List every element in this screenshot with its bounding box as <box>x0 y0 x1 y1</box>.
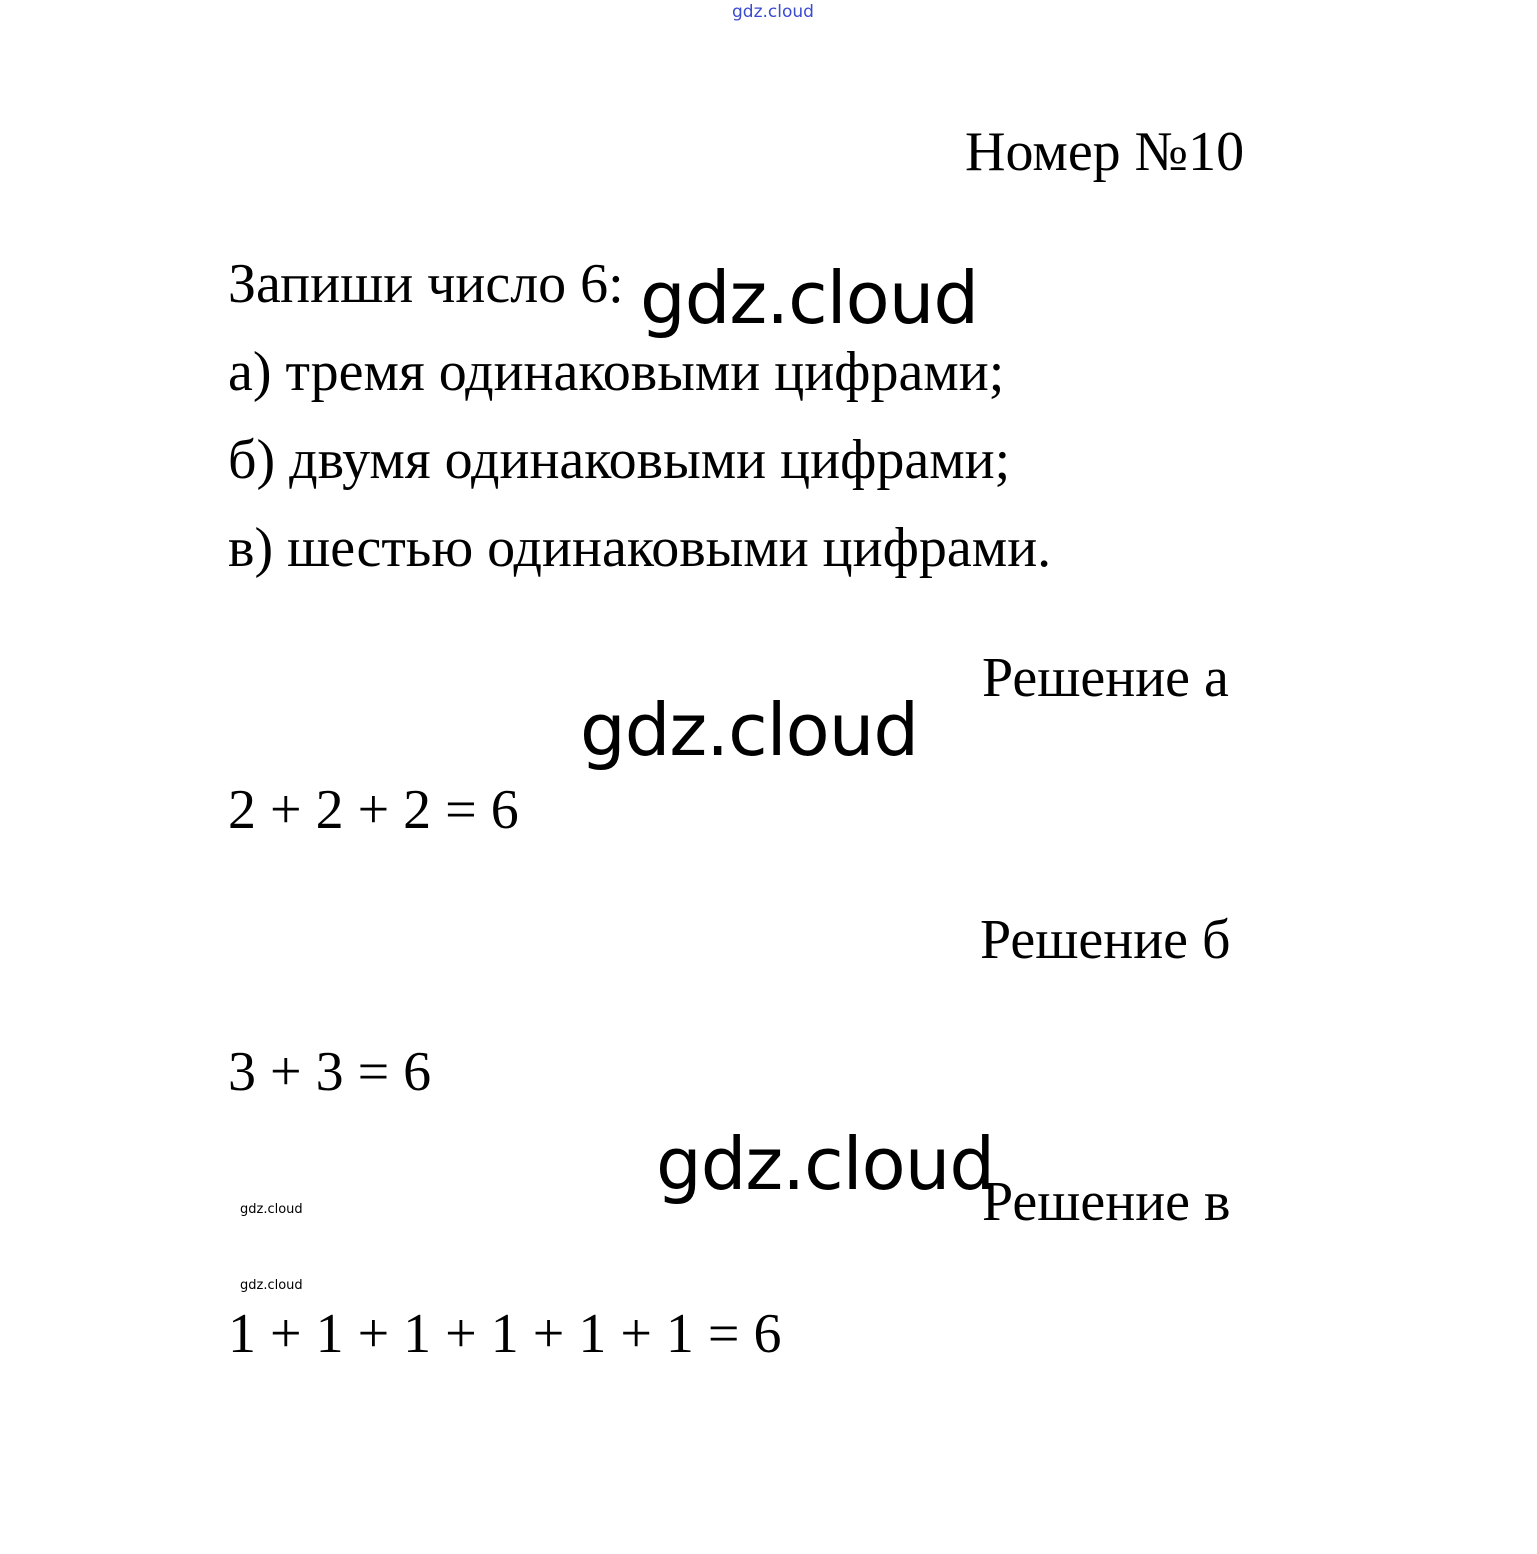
task-item-a: а) тремя одинаковыми цифрами; <box>228 341 1005 403</box>
watermark-large: gdz.cloud <box>580 688 919 772</box>
task-item-b: б) двумя одинаковыми цифрами; <box>228 429 1011 491</box>
solution-equation-a: 2 + 2 + 2 = 6 <box>228 779 519 841</box>
watermark-small: gdz.cloud <box>240 1202 303 1217</box>
watermark-large: gdz.cloud <box>640 256 979 340</box>
solution-heading-b: Решение б <box>980 909 1231 971</box>
solution-heading-c: Решение в <box>982 1171 1231 1233</box>
top-watermark-link[interactable]: gdz.cloud <box>732 2 814 22</box>
watermark-small: gdz.cloud <box>240 1278 303 1293</box>
solution-equation-c: 1 + 1 + 1 + 1 + 1 + 1 = 6 <box>228 1303 782 1365</box>
solution-equation-b: 3 + 3 = 6 <box>228 1041 432 1103</box>
task-item-c: в) шестью одинаковыми цифрами. <box>228 517 1052 579</box>
watermark-large: gdz.cloud <box>656 1122 995 1206</box>
task-intro: Запиши число 6: <box>228 253 624 315</box>
problem-title: Номер №10 <box>965 121 1245 183</box>
solution-heading-a: Решение а <box>982 647 1229 709</box>
